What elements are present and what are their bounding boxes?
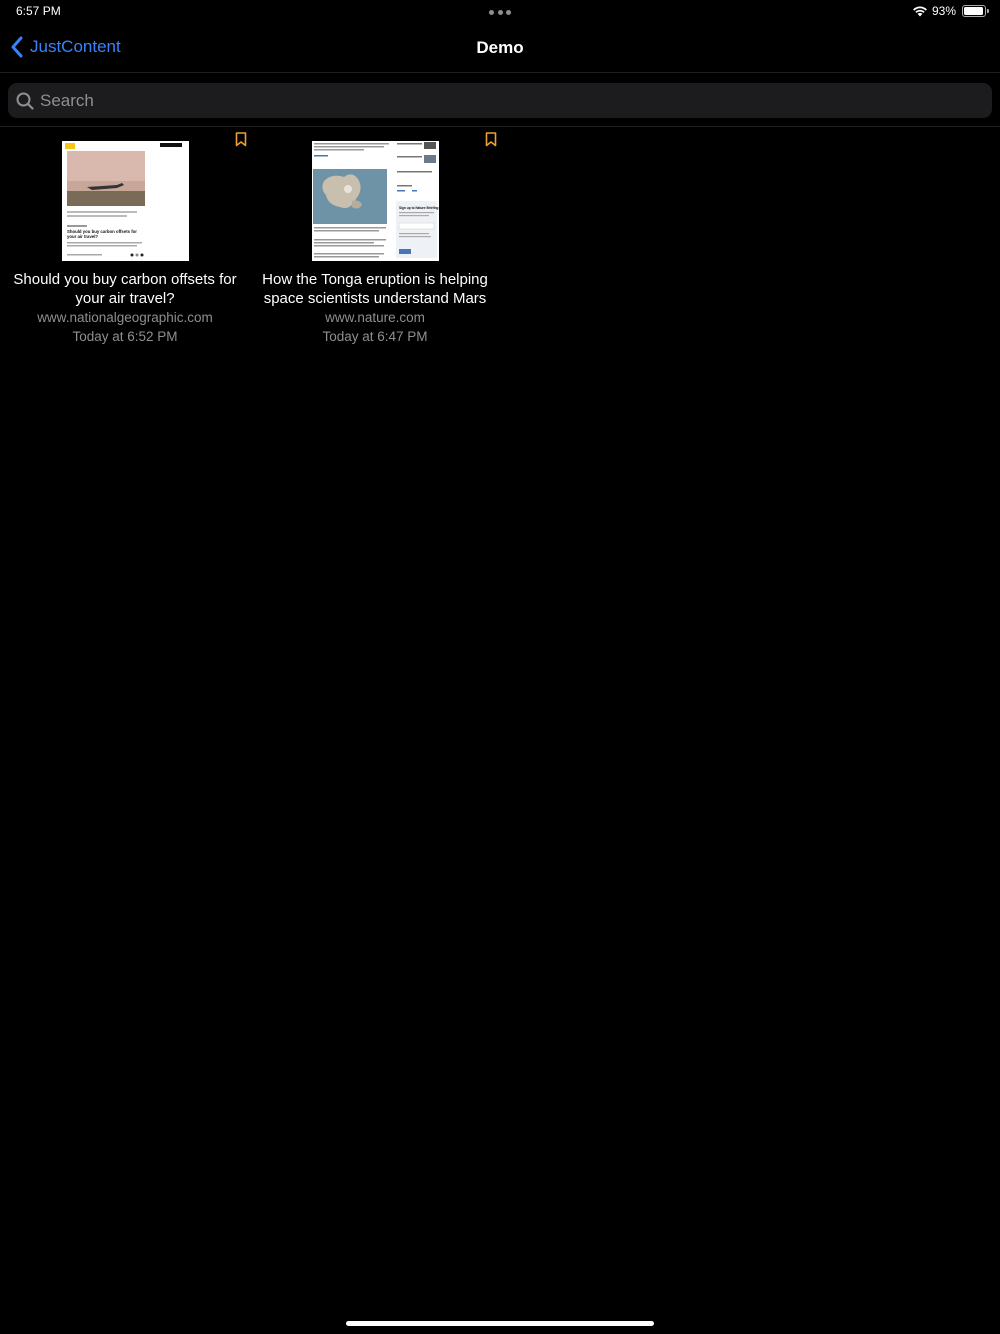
svg-text:your air travel?: your air travel? [67,234,99,239]
back-button-label: JustContent [30,37,121,56]
status-time: 6:57 PM [16,4,61,18]
search-input[interactable] [40,91,940,111]
svg-text:Should you buy carbon offsets: Should you buy carbon offsets for [67,229,137,234]
item-title: How the Tonga eruption is helping space scientists understand Mars [262,271,488,307]
status-right [912,4,986,18]
article-thumbnail[interactable] [312,141,439,261]
bookmark-icon[interactable] [485,132,497,147]
battery-fill [964,7,983,15]
bookmark-icon[interactable] [235,132,247,147]
item-domain: www.nature.com [325,310,425,325]
navigation-bar [0,24,1000,73]
item-text [0,270,250,346]
svg-text:Sign up to Nature Briefing: Sign up to Nature Briefing [399,206,439,210]
item-domain: www.nationalgeographic.com [37,310,213,325]
page-title: Demo [476,38,524,57]
item-date: Today at 6:47 PM [322,329,428,344]
search-field[interactable] [8,83,992,118]
item-title: Should you buy carbon offsets for your air travel? [13,271,237,307]
article-thumbnail[interactable] [62,141,189,261]
search-area [0,74,1000,127]
item-text [250,270,500,346]
battery-icon [962,5,986,17]
search-icon [16,92,34,110]
battery-percent: 93% [931,4,956,18]
status-bar [0,0,1000,24]
item-date: Today at 6:52 PM [72,329,178,344]
wifi-icon [912,5,928,17]
multitasking-dots-icon[interactable] [489,10,511,15]
home-indicator[interactable] [346,1321,654,1326]
